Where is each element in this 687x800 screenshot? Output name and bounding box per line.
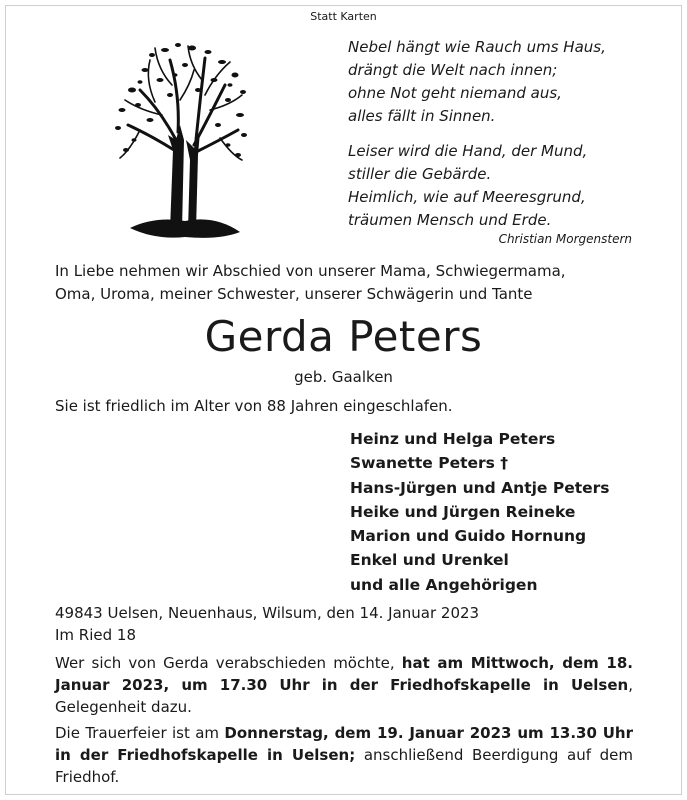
deceased-name: Gerda Peters xyxy=(204,312,483,361)
poem-line: Nebel hängt wie Rauch ums Haus, xyxy=(348,38,606,56)
poem-line: alles fällt in Sinnen. xyxy=(348,107,496,125)
farewell-text-bold: hat am Mittwoch, dem 18. Januar 2023, um 17.30 Uhr in der Friedhofskapelle in Uelsen xyxy=(55,654,633,694)
address-place-date: 49843 Uelsen, Neuenhaus, Wilsum, den 14. Januar 2023 xyxy=(55,604,480,622)
funeral-text-pre: Die Trauerfeier ist am xyxy=(55,724,225,742)
farewell-text-pre: Wer sich von Gerda verabschieden möchte, xyxy=(55,654,402,672)
mourner-entry: Heike und Jürgen Reineke xyxy=(350,502,576,521)
intro-line: In Liebe nehmen wir Abschied von unserer Mama, Schwiegermama, xyxy=(55,262,566,280)
funeral-paragraph xyxy=(55,722,633,788)
farewell-paragraph xyxy=(55,652,633,718)
mourner-entry: Hans-Jürgen und Antje Peters xyxy=(350,478,610,497)
header-statt-karten: Statt Karten xyxy=(310,10,377,23)
funeral-text-post: anschließend Beerdigung auf dem Friedhof. xyxy=(55,746,633,786)
poem-stanza-1 xyxy=(348,36,648,128)
mourner-entry: Heinz und Helga Peters xyxy=(350,430,556,448)
poem-line: stiller die Gebärde. xyxy=(348,165,492,183)
intro-text xyxy=(55,260,655,306)
mourner-entry: Swanette Peters † xyxy=(350,454,509,473)
intro-line: Oma, Uroma, meiner Schwester, unserer Schwägerin und Tante xyxy=(55,285,533,303)
address-block xyxy=(55,602,479,646)
mourner-entry: Marion und Guido Hornung xyxy=(350,527,587,546)
maiden-name: geb. Gaalken xyxy=(294,368,393,386)
poem-author: Christian Morgenstern xyxy=(498,232,632,246)
poem-line: Heimlich, wie auf Meeresgrund, xyxy=(348,188,586,206)
funeral-text-bold: Donnerstag, dem 19. Januar 2023 um 13.30 Uhr in der Friedhofskapelle in Uelsen; xyxy=(55,724,633,764)
mourner-entry: Enkel und Urenkel xyxy=(350,551,509,570)
poem-line: ohne Not geht niemand aus, xyxy=(348,84,562,102)
poem-line: Leiser wird die Hand, der Mund, xyxy=(348,142,588,160)
mourner-entry: und alle Angehörigen xyxy=(350,575,538,594)
poem xyxy=(348,36,648,244)
poem-line: drängt die Welt nach innen; xyxy=(348,61,558,79)
tree-illustration xyxy=(110,40,250,245)
poem-stanza-2 xyxy=(348,140,648,232)
poem-line: träumen Mensch und Erde. xyxy=(348,211,552,229)
mourners-list xyxy=(350,427,610,597)
passed-text: Sie ist friedlich im Alter von 88 Jahren eingeschlafen. xyxy=(55,397,453,415)
farewell-text-post: , Gelegenheit dazu. xyxy=(55,676,633,716)
address-street: Im Ried 18 xyxy=(55,626,136,644)
